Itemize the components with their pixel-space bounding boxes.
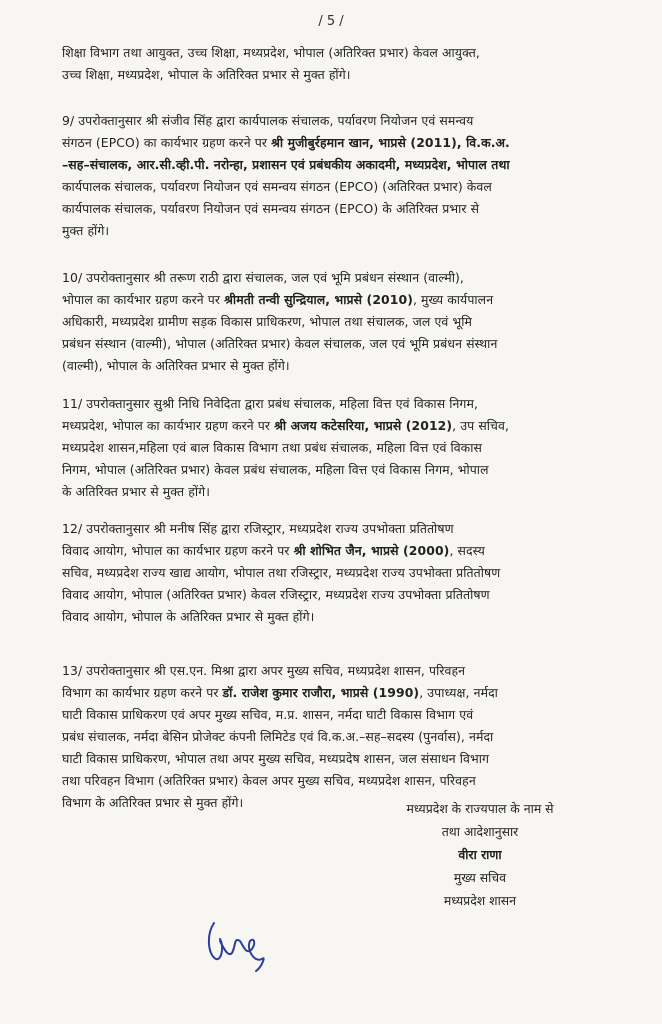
text-segment: 10/ उपरोक्तानुसार श्री तरूण राठी द्वारा संचालक, जल एवं भूमि प्रबंधन संस्थान (वाल्मी), [62, 270, 464, 285]
text-line [62, 726, 602, 748]
text-segment: सचिव, मध्यप्रदेश राज्य खाद्य आयोग, भोपाल तथा रजिस्ट्रार, मध्यप्रदेश राज्य उपभोक्ता प्रतितोषण [62, 565, 501, 580]
text-segment: कार्यपालक संचालक, पर्यावरण नियोजन एवं समन्वय संगठन (EPCO) के अतिरिक्त प्रभार से [62, 201, 480, 216]
text-segment: मध्यप्रदेश शासन,महिला एवं बाल विकास विभाग तथा प्रबंध संचालक, महिला वित्त एवं विकास [62, 440, 482, 455]
text-segment: , उप सचिव, [452, 418, 509, 433]
text-segment: , सदस्य [449, 543, 485, 558]
text-line [62, 518, 602, 540]
text-line [62, 267, 602, 289]
text-line [62, 64, 602, 86]
text-line [62, 355, 602, 377]
text-line [62, 311, 602, 333]
text-segment: अधिकारी, मध्यप्रदेश ग्रामीण सड़क विकास प्राधिकरण, भोपाल तथा संचालक, जल एवं भूमि [62, 314, 472, 329]
text-line [62, 176, 602, 198]
text-segment: निगम, भोपाल (अतिरिक्त प्रभार) केवल प्रबंध संचालक, महिला वित्त एवं विकास निगम, भोपाल [62, 462, 489, 477]
text-line [62, 220, 602, 242]
text-segment: विवाद आयोग, भोपाल (अतिरिक्त प्रभार) केवल रजिस्ट्रार, मध्यप्रदेश राज्य उपभोक्ता प्रतितोषण [62, 587, 490, 602]
text-segment: तथा परिवहन विभाग (अतिरिक्त प्रभार) केवल अपर मुख्य सचिव, मध्यप्रदेश शासन, परिवहन [62, 773, 476, 788]
paragraph-9 [62, 110, 602, 242]
text-segment: 13/ उपरोक्तानुसार श्री एस.एन. मिश्रा द्वारा अपर मुख्य सचिव, मध्यप्रदेश शासन, परिवहन [62, 663, 466, 678]
text-segment: विभाग के अतिरिक्त प्रभार से मुक्त होंगे। [62, 795, 244, 810]
text-segment: उच्च शिक्षा, मध्यप्रदेश, भोपाल के अतिरिक्त प्रभार से मुक्त होंगे। [62, 67, 351, 82]
authority-line: मध्यप्रदेश के राज्यपाल के नाम से [406, 801, 554, 816]
text-segment: प्रबंध संचालक, नर्मदा बेसिन प्रोजेक्ट कंपनी लिमिटेड एवं वि.क.अ.–सह–सदस्य (पुनर्वास), नर्मदा [62, 729, 494, 744]
paragraph-continued [62, 42, 602, 86]
text-line [62, 437, 602, 459]
paragraph-13 [62, 660, 602, 814]
officer-name-bold: डॉ. राजेश कुमार राजौरा, भाप्रसे (1990) [222, 685, 420, 700]
text-line [62, 682, 602, 704]
text-segment: मध्यप्रदेश, भोपाल का कार्यभार ग्रहण करने पर [62, 418, 275, 433]
text-segment: संगठन (EPCO) का कार्यभार ग्रहण करने पर [62, 135, 272, 150]
text-segment: शिक्षा विभाग तथा आयुक्त, उच्च शिक्षा, मध्यप्रदेश, भोपाल (अतिरिक्त प्रभार) केवल आयुक्त, [62, 45, 480, 60]
signature-block [370, 797, 590, 912]
text-line [62, 110, 602, 132]
text-segment: प्रबंधन संस्थान (वाल्मी), भोपाल (अतिरिक्त प्रभार) केवल संचालक, जल एवं भूमि प्रबंधन संस्थान [62, 336, 498, 351]
paragraph-11 [62, 393, 602, 503]
officer-name-bold: श्री शोभित जैन, भाप्रसे (2000) [293, 543, 450, 558]
text-line [62, 606, 602, 628]
text-segment: , उपाध्यक्ष, नर्मदा [419, 685, 498, 700]
text-line [62, 584, 602, 606]
text-line [62, 333, 602, 355]
text-segment: के अतिरिक्त प्रभार से मुक्त होंगे। [62, 484, 211, 499]
text-line [62, 132, 602, 154]
order-line: तथा आदेशानुसार [441, 824, 519, 839]
text-segment: घाटी विकास प्राधिकरण, भोपाल तथा अपर मुख्य सचिव, मध्यप्रदेष शासन, जल संसाधन विभाग [62, 751, 490, 766]
text-line [62, 415, 602, 437]
text-segment: (वाल्मी), भोपाल के अतिरिक्त प्रभार से मुक्त होंगे। [62, 358, 290, 373]
signatory-office: मध्यप्रदेश शासन [443, 893, 517, 908]
text-line [62, 289, 602, 311]
officer-name-bold: श्री अजय कटेसरिया, भाप्रसे (2012) [274, 418, 453, 433]
text-line [62, 748, 602, 770]
text-segment: , मुख्य कार्यपालन [412, 292, 494, 307]
officer-name-bold: श्री मुजीबुर्रहमान खान, भाप्रसे (2011), वि.क.अ. [271, 135, 510, 150]
text-segment: कार्यपालक संचालक, पर्यावरण नियोजन एवं समन्वय संगठन (EPCO) (अतिरिक्त प्रभार) केवल [62, 179, 492, 194]
text-line [62, 704, 602, 726]
handwritten-initials-icon [200, 915, 280, 975]
text-line [62, 154, 602, 176]
signatory-designation: मुख्य सचिव [453, 870, 507, 885]
text-line [62, 198, 602, 220]
text-segment: 9/ उपरोक्तानुसार श्री संजीव सिंह द्वारा कार्यपालक संचालक, पर्यावरण नियोजन एवं समन्वय [62, 113, 474, 128]
text-segment: विभाग का कार्यभार ग्रहण करने पर [62, 685, 223, 700]
text-line [62, 393, 602, 415]
text-line [62, 481, 602, 503]
officer-name-bold: –सह–संचालक, आर.सी.व्ही.पी. नरोन्हा, प्रशासन एवं प्रबंधकीय अकादमी, मध्यप्रदेश, भोपाल तथा [62, 157, 510, 172]
text-line [62, 540, 602, 562]
paragraph-12 [62, 518, 602, 628]
text-segment: विवाद आयोग, भोपाल के अतिरिक्त प्रभार से मुक्त होंगे। [62, 609, 315, 624]
text-segment: मुक्त होंगे। [62, 223, 110, 238]
text-segment: 11/ उपरोक्तानुसार सुश्री निधि निवेदिता द्वारा प्रबंध संचालक, महिला वित्त एवं विकास निगम, [62, 396, 479, 411]
text-segment: विवाद आयोग, भोपाल का कार्यभार ग्रहण करने पर [62, 543, 294, 558]
text-line [62, 42, 602, 64]
text-segment: घाटी विकास प्राधिकरण एवं अपर मुख्य सचिव, म.प्र. शासन, नर्मदा घाटी विकास विभाग एवं [62, 707, 474, 722]
text-segment: भोपाल का कार्यभार ग्रहण करने पर [62, 292, 225, 307]
text-line [62, 459, 602, 481]
signatory-name: वीरा राणा [458, 847, 502, 862]
text-line [62, 562, 602, 584]
text-line [62, 770, 602, 792]
text-line [62, 660, 602, 682]
page-number: / 5 / [318, 14, 344, 29]
text-segment: 12/ उपरोक्तानुसार श्री मनीष सिंह द्वारा रजिस्ट्रार, मध्यप्रदेश राज्य उपभोक्ता प्रतितोषण [62, 521, 454, 536]
officer-name-bold: श्रीमती तन्वी सुन्द्रियाल, भाप्रसे (2010) [224, 292, 413, 307]
paragraph-10 [62, 267, 602, 377]
